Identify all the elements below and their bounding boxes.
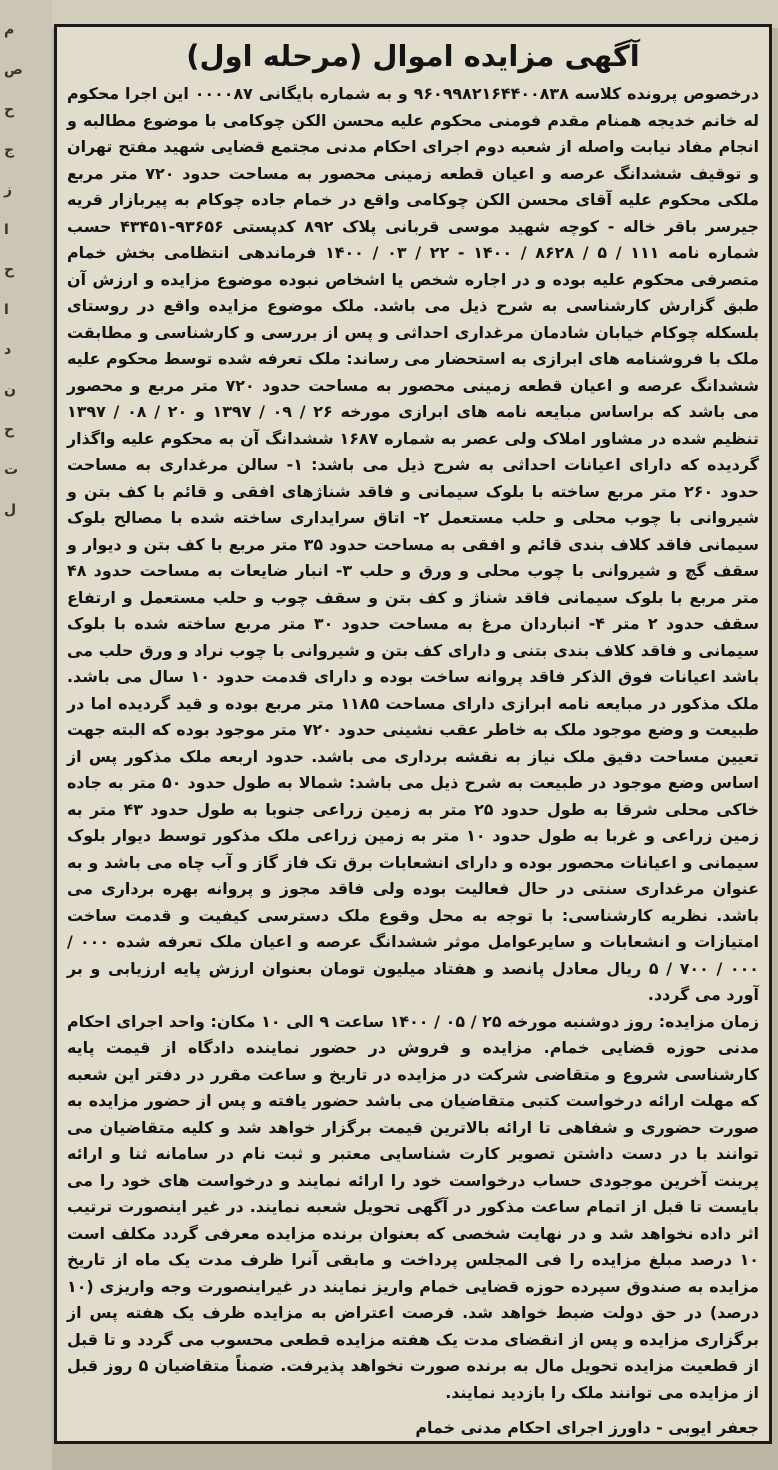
margin-fragment: ن [4, 382, 16, 398]
margin-fragment: ح [4, 262, 15, 278]
margin-fragment: ح [4, 102, 15, 118]
case-details-paragraph: درخصوص پرونده کلاسه ۹۶۰۹۹۸۲۱۶۴۴۰۰۸۳۸ و به شماره بایگانی ۰۰۰۰۸۷ این اجرا محکوم له خانم خدیجه همنام مقدم فومنی محکوم علیه محسن الکن چوکامی با موضوع مطالبه و انجام مفاد نیابت واصله از شعبه دوم اجرای احکام مدنی مجتمع قضایی شهید مفتح تهران و توقیف ششدانگ عرصه و اعیان قطعه زمینی محصور به مساحت حدود ۷۲۰ متر مربع ملکی محکوم علیه آقای محسن الکن چوکامی واقع در خمام جاده چوکام به پیربازار قریه جیرسر باقر خاله - کوچه شهید موسی قربانی پلاک ۸۹۲ کدپستی ۹۳۶۵۶-۴۳۴۵۱ حسب شماره نامه ۱۱۱ / ۵ / ۸۶۲۸ / ۱۴۰۰ - ۲۲ / ۰۳ / ۱۴۰۰ فرماندهی انتظامی بخش خمام متصرفی محکوم علیه بوده و در اجاره شخص یا اشخاص نبوده موضوع مزایده و ارزش آن طبق گزارش کارشناسی به شرح ذیل می باشد. ملک موضوع مزایده واقع در روستای بلسکله چوکام خیابان شادمان مرغداری احداثی و پس از بررسی و کارشناسی و مطابقت ملک با فروشنامه های ابرازی به استحضار می رساند: ملک تعرفه شده توسط محکوم علیه ششدانگ عرصه و اعیان قطعه زمینی محصور به مساحت حدود ۷۲۰ متر مربع و محصور می باشد که براساس مبایعه نامه های ابرازی مورخه ۲۶ / ۰۹ / ۱۳۹۷ و ۲۰ / ۰۸ / ۱۳۹۷ تنظیم شده در مشاور املاک ولی عصر به شماره ۱۶۸۷ ششدانگ آن به محکوم علیه واگذار گردیده که دارای اعیانات احداثی به شرح ذیل می باشد: ۱- سالن مرغداری به مساحت حدود ۲۶۰ متر مربع ساخته با بلوک سیمانی و فاقد شناژهای افقی و قائم با کف بتن و شیروانی با چوب محلی و حلب مستعمل ۲- اتاق سرایداری ساخته شده با مصالح بلوک سیمانی فاقد کلاف بندی قائم و افقی به مساحت حدود ۳۵ متر مربع با کف بتن و دیوار و سقف گچ و شیروانی با چوب محلی و ورق و حلب ۳- انبار ضایعات به مساحت حدود ۴۸ متر مربع با بلوک سیمانی فاقد شناژ و کف بتن و سقف چوب و حلب مستعمل و ارتفاع سقف حدود ۲ متر ۴- انباردان مرغ به مساحت حدود ۳۰ متر مربع ساخته شده با بلوک سیمانی و فاقد کلاف بندی بتنی و دارای کف بتن و شیروانی با چوب نراد و ورق حلب می باشد اعیانات فوق الذکر فاقد پروانه ساخت بوده و دارای قدمت حدود ۱۰ سال می باشد. ملک مذکور در مبایعه نامه ابرازی دارای مساحت ۱۱۸۵ متر مربع بوده و قید گردیده اما در طبیعت و وضع موجود ملک به خاطر عقب نشینی حدود ۷۲۰ متر موجود بوده که البته جهت تعیین مساحت دقیق ملک نیاز به نقشه برداری می باشد. حدود اربعه ملک مذکور پس از اساس وضع موجود در طبیعت به شرح ذیل می باشد: شمالا به طول حدود ۵۰ متر به جاده خاکی محلی شرقا به طول حدود ۲۵ متر به زمین زراعی جنوبا به طول حدود ۴۳ متر به زمین زراعی و غربا به طول حدود ۱۰ متر به زمین زراعی ملک مذکور توسط دیوار بلوک سیمانی و اعیانات محصور بوده و دارای انشعابات برق تک فاز گاز و آب چاه می باشد و به عنوان مرغداری سنتی در حال فعالیت بوده ولی فاقد مجوز و پروانه بهره برداری می باشد. نظریه کارشناسی: با توجه به محل وقوع ملک دسترسی کیفیت و قدمت ساخت امتیازات و انشعابات و سایرعوامل موثر ششدانگ عرصه و اعیان ملک تعرفه شده ۰۰۰ / ۰۰۰ / ۷۰۰ / ۵ ریال معادل پانصد و هفتاد میلیون تومان بعنوان ارزش پایه ارزیابی و بر آورد می گردد. [67, 84, 760, 1004]
margin-fragment: ا [4, 222, 9, 238]
margin-fragment: د [4, 342, 12, 358]
auction-terms-paragraph: زمان مزایده: روز دوشنبه مورخه ۲۵ / ۰۵ / ۱۴۰۰ ساعت ۹ الی ۱۰ مکان: واحد اجرای احکام مدنی حوزه قضایی خمام. مزایده و فروش در حضور نماینده دادگاه از قیمت پایه کارشناسی شروع و متقاضی شرکت در مزایده در تاریخ و ساعت مقرر در دفتر این شعبه که مهلت ارائه درخواست کتبی متقاضیان می باشد حضور یافته و پس از حضور مزایده به صورت حضوری و شفاهی تا ارائه بالاترین قیمت برگزار خواهد شد و کلیه متقاضیان می توانند با در دست داشتن تصویر کارت شناسایی معتبر و ثبت نام در سامانه ثنا و ارائه پرینت آخرین موجودی حساب درخواست خود را ارائه نمایند و درخواست های خود را می بایست تا قبل از اتمام ساعت مذکور در آگهی تحویل شعبه نمایند. در غیر اینصورت ترتیب اثر داده نخواهد شد و در نهایت شخصی که بعنوان برنده مزایده معرفی گردد مکلف است ۱۰ درصد مبلغ مزایده را فی المجلس پرداخت و مابقی آنرا ظرف مدت یک ماه از تاریخ مزایده به صندوق سپرده حوزه قضایی خمام واریز نمایند در غیراینصورت وجه واریزی (۱۰ درصد) در حق دولت ضبط خواهد شد. فرصت اعتراض به مزایده ظرف یک هفته پس از برگزاری مزایده و پس از انقضای مدت یک هفته مزایده قطعی محسوب می گردد و تا قبل از قطعیت مزایده تحویل مال به برنده صورت نخواهد پذیرفت. ضمناً متقاضیان ۵ روز قبل از مزایده می توانند ملک را بازدید نمایند. [67, 1011, 759, 1402]
adjacent-column-fragment [0, 0, 52, 1470]
margin-fragment: ل [4, 502, 17, 518]
auction-notice [54, 24, 772, 1444]
margin-fragment: ح [4, 422, 15, 438]
margin-fragment: ز [4, 182, 13, 198]
margin-fragment: ج [4, 142, 15, 158]
notice-title: آگهی مزایده اموال (مرحله اول) [186, 39, 640, 73]
margin-fragment: ا [4, 302, 9, 318]
margin-fragment: ص [4, 62, 23, 78]
signature: جعفر ایوبی - داورز اجرای احکام مدنی خمام [415, 1418, 759, 1437]
margin-fragment: ت [4, 462, 19, 478]
margin-fragment: م [4, 22, 15, 38]
